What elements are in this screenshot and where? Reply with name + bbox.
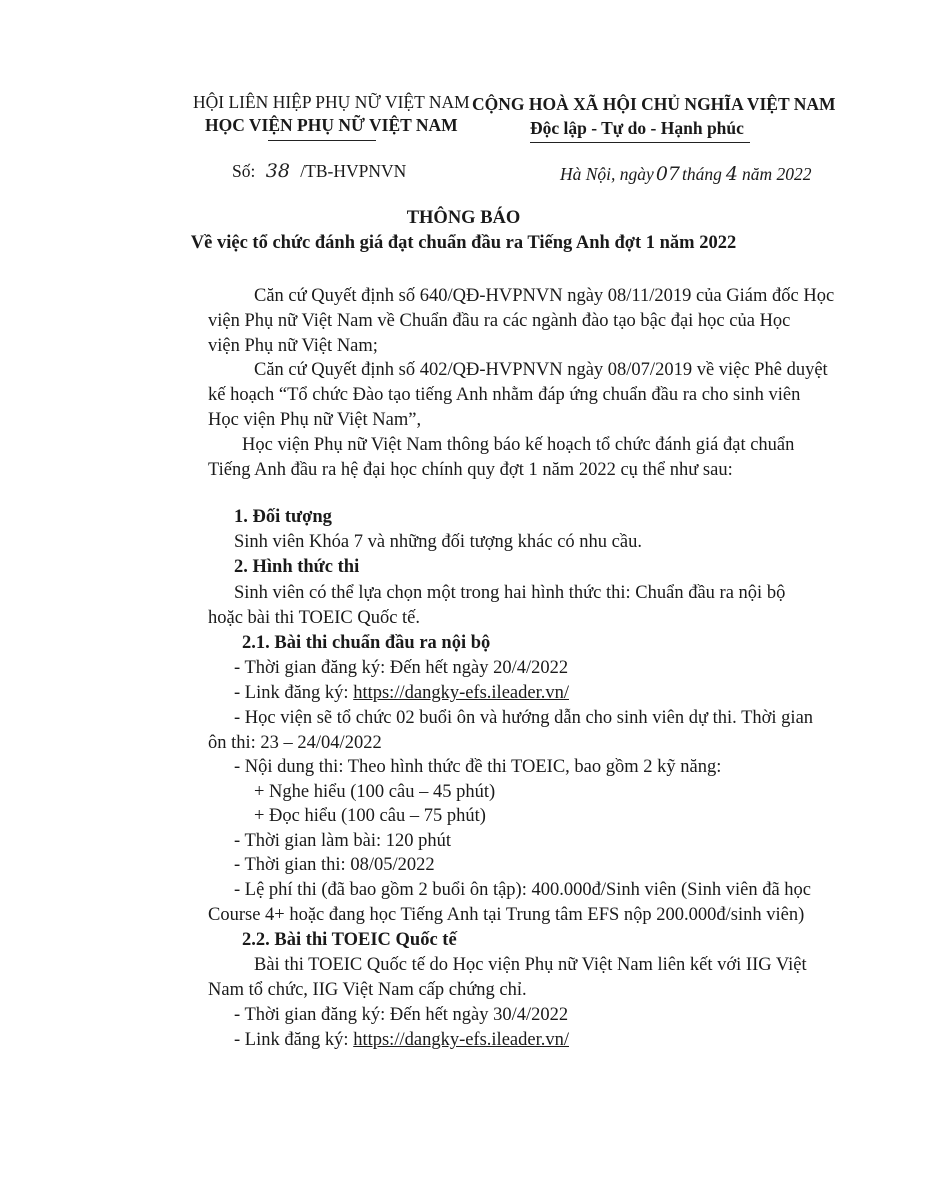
basis-2-line-3: Học viện Phụ nữ Việt Nam”, [208, 410, 422, 430]
org-name: HỌC VIỆN PHỤ NỮ VIỆT NAM [205, 115, 458, 135]
section-2-text-1: Sinh viên có thể lựa chọn một trong hai hình thức thi: Chuẩn đầu ra nội bộ [234, 583, 786, 603]
basis-1-line-1: Căn cứ Quyết định số 640/QĐ-HVPNVN ngày 08/11/2019 của Giám đốc Học [254, 286, 835, 306]
s21-link-label: - Link đăng ký: [234, 683, 354, 703]
basis-2-line-2: kế hoạch “Tổ chức Đào tạo tiếng Anh nhằm đáp ứng chuẩn đầu ra cho sinh viên [208, 385, 801, 405]
national-motto: Độc lập - Tự do - Hạnh phúc [530, 118, 744, 138]
document-number [232, 160, 406, 182]
section-2-heading: 2. Hình thức thi [234, 557, 360, 577]
s22-registration-time: - Thời gian đăng ký: Đến hết ngày 30/4/2022 [234, 1005, 569, 1025]
year-text: năm 2022 [741, 164, 812, 184]
s22-text-2: Nam tổ chức, IIG Việt Nam cấp chứng chỉ. [208, 980, 527, 1000]
number-label: Số: [232, 161, 256, 181]
issue-date [560, 163, 812, 185]
month-label: tháng [682, 164, 722, 184]
org-underline [268, 140, 376, 141]
section-1-heading: 1. Đối tượng [234, 507, 332, 527]
month-handwritten: 4 [725, 163, 738, 185]
section-1-text: Sinh viên Khóa 7 và những đối tượng khác có nhu cầu. [234, 532, 642, 552]
s21-review-line-2: ôn thi: 23 – 24/04/2022 [208, 733, 382, 753]
number-handwritten: 38 [265, 160, 290, 182]
basis-2-line-1: Căn cứ Quyết định số 402/QĐ-HVPNVN ngày 08/07/2019 về việc Phê duyệt [254, 360, 828, 380]
intro-line-1: Học viện Phụ nữ Việt Nam thông báo kế hoạch tổ chức đánh giá đạt chuẩn [242, 435, 795, 455]
basis-1-line-3: viện Phụ nữ Việt Nam; [208, 336, 378, 356]
day-handwritten: 07 [655, 163, 681, 185]
section-2-1-heading: 2.1. Bài thi chuẩn đầu ra nội bộ [242, 633, 491, 653]
notice-subtitle: Về việc tổ chức đánh giá đạt chuẩn đầu ra Tiếng Anh đợt 1 năm 2022 [190, 233, 737, 253]
s21-content: - Nội dung thi: Theo hình thức đề thi TOEIC, bao gồm 2 kỹ năng: [234, 757, 722, 777]
s21-fee-line-1: - Lệ phí thi (đã bao gồm 2 buổi ôn tập): 400.000đ/Sinh viên (Sinh viên đã học [234, 880, 812, 900]
s22-registration-link-row [234, 1028, 569, 1052]
section-2-text-2: hoặc bài thi TOEIC Quốc tế. [208, 608, 421, 628]
basis-1-line-2: viện Phụ nữ Việt Nam về Chuẩn đầu ra các ngành đào tạo bậc đại học của Học [208, 311, 791, 331]
intro-line-2: Tiếng Anh đầu ra hệ đại học chính quy đợt 1 năm 2022 cụ thể như sau: [208, 460, 733, 480]
s21-duration: - Thời gian làm bài: 120 phút [234, 831, 452, 851]
notice-title: THÔNG BÁO [406, 208, 521, 228]
s21-exam-date: - Thời gian thi: 08/05/2022 [234, 855, 435, 875]
s21-review-line-1: - Học viện sẽ tổ chức 02 buổi ôn và hướng dẫn cho sinh viên dự thi. Thời gian [234, 708, 814, 728]
s21-registration-time: - Thời gian đăng ký: Đến hết ngày 20/4/2022 [234, 658, 569, 678]
date-prefix: Hà Nội, ngày [560, 164, 654, 184]
s21-reading: + Đọc hiểu (100 câu – 75 phút) [254, 806, 486, 826]
national-title: CỘNG HOÀ XÃ HỘI CHỦ NGHĨA VIỆT NAM [472, 94, 836, 114]
s22-registration-link[interactable]: https://dangky-efs.ileader.vn/ [353, 1030, 569, 1050]
s22-text-1: Bài thi TOEIC Quốc tế do Học viện Phụ nữ Việt Nam liên kết với IIG Việt [254, 955, 807, 975]
s22-link-label: - Link đăng ký: [234, 1030, 354, 1050]
s21-registration-link-row [234, 681, 569, 705]
s21-fee-line-2: Course 4+ hoặc đang học Tiếng Anh tại Trung tâm EFS nộp 200.000đ/sinh viên) [208, 905, 805, 925]
s21-registration-link[interactable]: https://dangky-efs.ileader.vn/ [353, 683, 569, 703]
motto-underline [530, 142, 750, 143]
number-code: /TB-HVPNVN [300, 161, 407, 181]
s21-listening: + Nghe hiểu (100 câu – 45 phút) [254, 782, 496, 802]
section-2-2-heading: 2.2. Bài thi TOEIC Quốc tế [242, 930, 457, 950]
org-parent: HỘI LIÊN HIỆP PHỤ NỮ VIỆT NAM [193, 92, 470, 112]
